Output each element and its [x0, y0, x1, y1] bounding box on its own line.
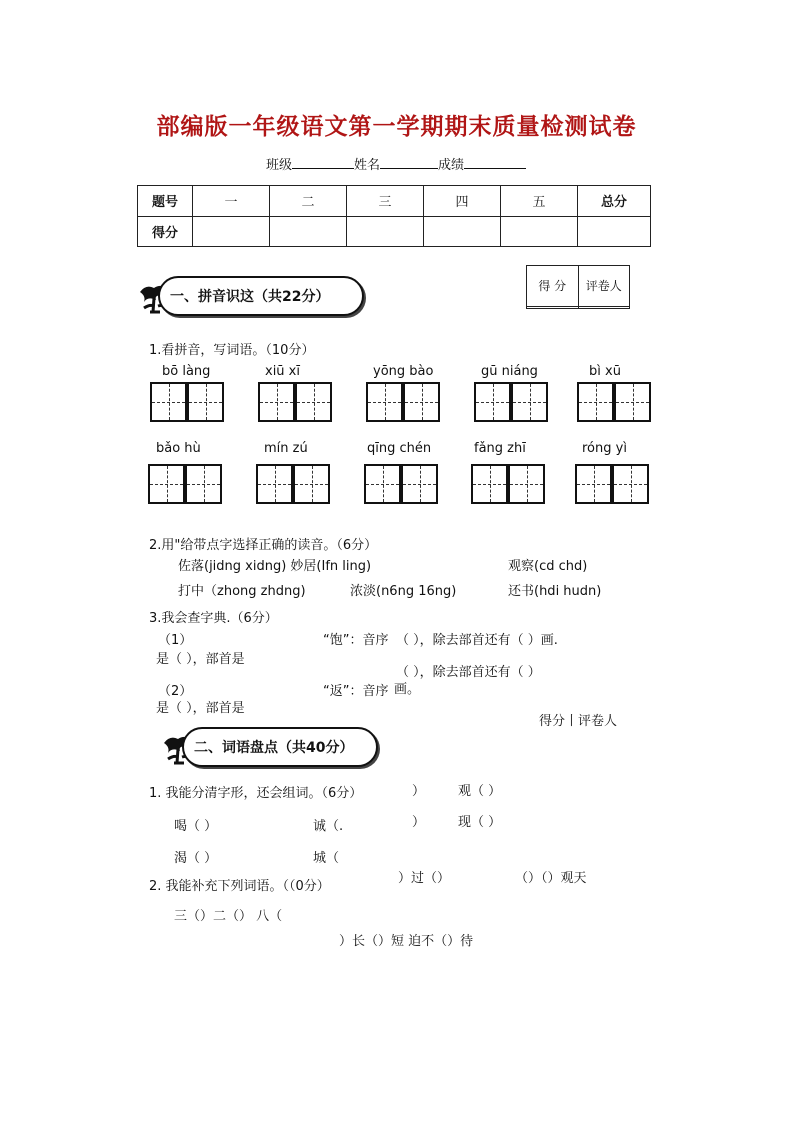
q3-item2-rest: （ ），除去部首还有（ ） [396, 665, 541, 680]
grader-box [526, 265, 630, 309]
score-row-label: 得分 [138, 216, 193, 247]
q3-item1-num: （1） [158, 633, 193, 648]
q3-item2-num: （2） [158, 684, 193, 699]
s2-q1-guan: 观（ ） [458, 784, 502, 799]
pinyin-label: mín zú [264, 441, 308, 456]
score-cell[interactable] [347, 216, 424, 247]
writing-grid[interactable] [150, 382, 226, 422]
score-table-header-row [138, 186, 651, 217]
s2-q1-title: 1. 我能分清字形，还会组词。（6分） [149, 786, 363, 801]
score-header-cell: 一 [193, 186, 270, 217]
q2-title: 2.用"给带点字选择正确的读音。（6分） [149, 538, 378, 553]
page-title: 部编版一年级语文第一学期期末质量检测试卷 [156, 113, 637, 140]
q3-item1-rest: （ ），除去部首还有（ ）画. [396, 633, 558, 648]
score-header-cell: 四 [424, 186, 501, 217]
s2-q1-paren: ） [412, 815, 426, 830]
score-header-cell: 五 [501, 186, 578, 217]
pinyin-label: bì xū [589, 364, 621, 379]
pinyin-label: gū niáng [481, 364, 538, 379]
writing-grid[interactable] [364, 464, 440, 504]
pinyin-label: xiū xī [265, 364, 300, 379]
name-field[interactable] [380, 156, 438, 169]
grader-name-label: 评卷人 [578, 266, 630, 307]
score-cell[interactable] [270, 216, 347, 247]
section1-title: 一、拼音识这（共22分） [170, 289, 330, 305]
writing-grid[interactable] [256, 464, 332, 504]
pinyin-label: fǎng zhī [474, 441, 526, 456]
q3-item2-end: 画。 [394, 682, 421, 697]
q2-item: 浓淡(n6ng 16ng) [350, 584, 457, 599]
writing-grid[interactable] [575, 464, 651, 504]
writing-grid[interactable] [258, 382, 334, 422]
s2-q1-ke: 渴（ ） [174, 851, 218, 866]
class-label: 班级 [266, 158, 293, 173]
score-header-cell: 二 [270, 186, 347, 217]
q3-item1-line2: 是（ ），部首是 [156, 652, 245, 667]
writing-grid[interactable] [577, 382, 653, 422]
s2-q2-guo: ）过（） [398, 871, 451, 886]
score-table [137, 185, 651, 247]
q2-item: 观察(cd chd) [508, 559, 588, 574]
q3-item2-line2: 是（ ），部首是 [156, 701, 245, 716]
pinyin-label: róng yì [582, 441, 627, 456]
section1-pill [158, 276, 364, 316]
section1-banner [136, 276, 364, 316]
q3-title: 3.我会查字典.（6分） [149, 611, 278, 626]
writing-grid[interactable] [366, 382, 442, 422]
s2-q1-paren: ） [412, 784, 426, 799]
score-cell[interactable] [501, 216, 578, 247]
score-field[interactable] [464, 156, 526, 169]
q3-item2-char: “返”：音序 [323, 684, 389, 699]
section2-title: 二、词语盘点（共40分） [194, 740, 354, 756]
q2-item: 还书(hdi hudn) [508, 584, 602, 599]
pinyin-label: yōng bào [373, 364, 434, 379]
grader-score-cell[interactable] [527, 306, 579, 308]
pinyin-label: bǎo hù [156, 441, 201, 456]
q1-title: 1.看拼音，写词语。（10分） [149, 343, 315, 358]
score-header-cell: 题号 [138, 186, 193, 217]
s2-q2-title: 2. 我能补充下列词语。（（0分） [149, 879, 330, 894]
s2-q1-cheng2: 城（ [313, 851, 340, 866]
pinyin-label: bō làng [162, 364, 211, 379]
name-label: 姓名 [354, 158, 381, 173]
class-field[interactable] [292, 156, 354, 169]
writing-grid[interactable] [471, 464, 547, 504]
s2-q2-line2: 三（）二（） 八（ [174, 909, 283, 924]
pinyin-label: qīng chén [367, 441, 432, 456]
score-table-row [138, 216, 651, 247]
score-cell[interactable] [578, 216, 651, 247]
s2-q1-cheng1: 诚（. [313, 819, 344, 834]
student-info-line [266, 154, 526, 173]
writing-grid[interactable] [474, 382, 550, 422]
s2-q1-xian: 现（ ） [458, 815, 502, 830]
q2-item: 佐落(jidng xidng) 妙居(Ifn ling) [178, 559, 372, 574]
q3-item1-char: “饱”：音序 [323, 633, 389, 648]
writing-grid[interactable] [148, 464, 224, 504]
s2-q1-he: 喝（ ） [174, 819, 218, 834]
s2-q2-guantian: （）（）观天 [515, 871, 587, 886]
score-header-cell: 三 [347, 186, 424, 217]
q2-item: 打中（zhong zhdng) [178, 584, 306, 599]
score-cell[interactable] [193, 216, 270, 247]
section2-grader-text: 得分丨评卷人 [539, 714, 618, 729]
score-label: 成绩 [438, 158, 465, 173]
section2-pill [182, 727, 378, 767]
s2-q2-line3: ）长（）短 迫不（）待 [339, 934, 474, 949]
grader-score-label: 得 分 [527, 266, 579, 307]
grader-name-cell[interactable] [578, 306, 630, 308]
score-cell[interactable] [424, 216, 501, 247]
score-header-cell: 总分 [578, 186, 651, 217]
